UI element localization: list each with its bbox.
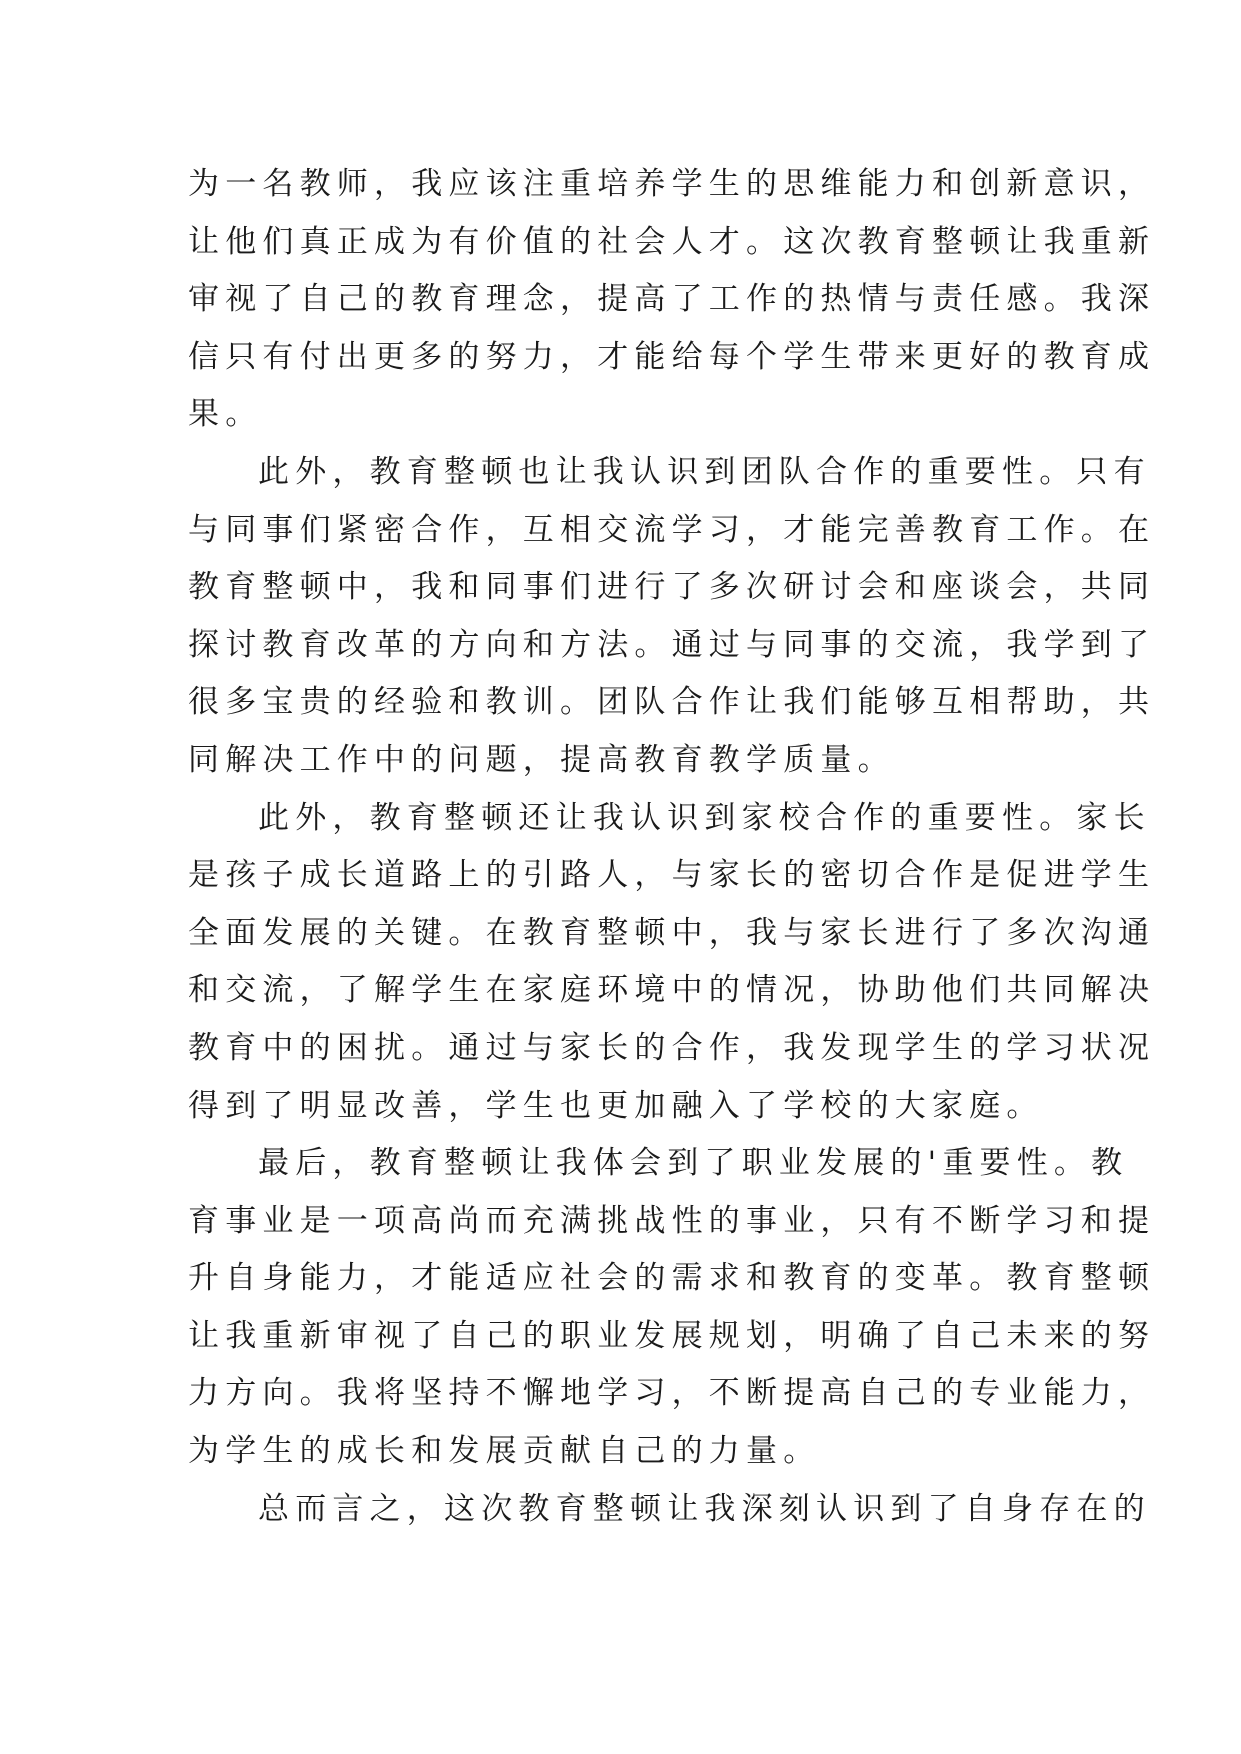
paragraph-line: 最后，教育整顿让我体会到了职业发展的'重要性。教 xyxy=(258,1145,1129,1182)
paragraph-line: 很多宝贵的经验和教训。团队合作让我们能够互相帮助，共 xyxy=(188,684,1156,721)
paragraph-line: 教育整顿中，我和同事们进行了多次研讨会和座谈会，共同 xyxy=(188,569,1156,606)
paragraph-line: 果。 xyxy=(188,396,263,433)
paragraph-line: 此外，教育整顿也让我认识到团队合作的重要性。只有 xyxy=(258,453,1151,490)
paragraph-line: 得到了明显改善，学生也更加融入了学校的大家庭。 xyxy=(188,1087,1044,1124)
paragraph-line: 是孩子成长道路上的引路人，与家长的密切合作是促进学生 xyxy=(188,857,1156,894)
paragraph-line: 总而言之，这次教育整顿让我深刻认识到了自身存在的 xyxy=(258,1490,1151,1527)
paragraph-line: 育事业是一项高尚而充满挑战性的事业，只有不断学习和提 xyxy=(188,1202,1156,1239)
paragraph-line: 升自身能力，才能适应社会的需求和教育的变革。教育整顿 xyxy=(188,1260,1156,1297)
document-body xyxy=(188,156,1156,1538)
paragraph-line: 探讨教育改革的方向和方法。通过与同事的交流，我学到了 xyxy=(188,626,1156,663)
paragraph-line: 全面发展的关键。在教育整顿中，我与家长进行了多次沟通 xyxy=(188,914,1156,951)
paragraph-line: 信只有付出更多的努力，才能给每个学生带来更好的教育成 xyxy=(188,338,1156,375)
paragraph-line: 为一名教师，我应该注重培养学生的思维能力和创新意识， xyxy=(188,166,1156,202)
paragraph-line: 教育中的困扰。通过与家长的合作，我发现学生的学习状况 xyxy=(188,1029,1156,1066)
paragraph-line: 和交流，了解学生在家庭环境中的情况，协助他们共同解决 xyxy=(188,972,1156,1009)
paragraph-line: 让他们真正成为有价值的社会人才。这次教育整顿让我重新 xyxy=(188,223,1156,260)
paragraph-line: 同解决工作中的问题，提高教育教学质量。 xyxy=(188,741,895,778)
paragraph-line: 审视了自己的教育理念，提高了工作的热情与责任感。我深 xyxy=(188,281,1156,318)
paragraph-line: 与同事们紧密合作，互相交流学习，才能完善教育工作。在 xyxy=(188,511,1156,548)
paragraph-line: 为学生的成长和发展贡献自己的力量。 xyxy=(188,1433,821,1470)
paragraph-line: 此外，教育整顿还让我认识到家校合作的重要性。家长 xyxy=(258,799,1151,836)
paragraph-line: 力方向。我将坚持不懈地学习，不断提高自己的专业能力， xyxy=(188,1375,1156,1412)
paragraph-line: 让我重新审视了自己的职业发展规划，明确了自己未来的努 xyxy=(188,1317,1156,1354)
